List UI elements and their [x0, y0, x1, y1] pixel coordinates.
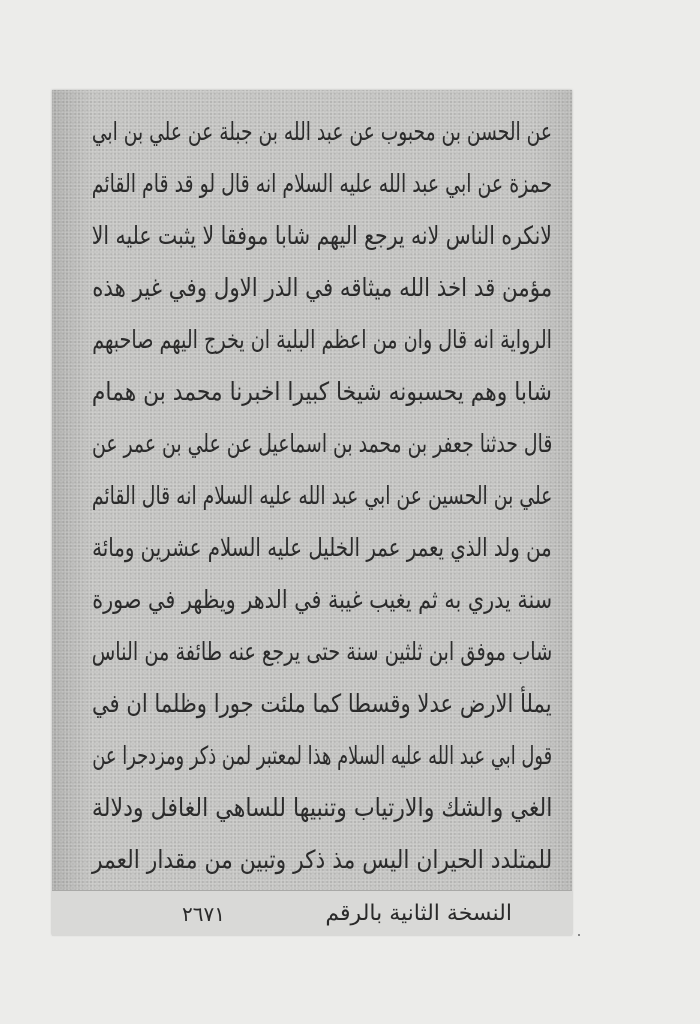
manuscript-line-15: للمتلدد الحيران اليس مذ ذكر وتبين من مقدار العمر — [91, 845, 552, 874]
manuscript-line-5: الرواية انه قال وان من اعظم البلية ان يخرج اليهم صاحبهم — [92, 325, 552, 354]
manuscript-line-6: شابا وهم يحسبونه شيخا كبيرا اخبرنا محمد بن همام — [91, 377, 552, 406]
manuscript-scan — [52, 90, 572, 935]
manuscript-line-7: قال حدثنا جعفر بن محمد بن اسماعيل عن علي بن عمر عن — [91, 429, 552, 458]
manuscript-line-14: الغي والشك والارتياب وتنبيها للساهي الغافل ودلالة — [91, 793, 552, 822]
page-speck — [578, 934, 580, 936]
caption-label: النسخة الثانية بالرقم — [325, 901, 512, 926]
manuscript-line-4: مؤمن قد اخذ الله ميثاقه في الذر الاول وفي غير هذه — [92, 273, 552, 302]
manuscript-line-1: عن الحسن بن محبوب عن عبد الله بن جبلة عن علي بن ابي — [91, 117, 552, 146]
manuscript-line-8: علي بن الحسين عن ابي عبد الله عليه السلام انه قال القائم — [91, 481, 552, 510]
manuscript-text — [92, 108, 552, 878]
manuscript-line-12: يملأ الارض عدلا وقسطا كما ملئت جورا وظلما ان في — [92, 689, 552, 718]
caption-number: ٢٦٧١ — [182, 902, 225, 926]
manuscript-line-3: لانكره الناس لانه يرجع اليهم شابا موفقا لا يثبت عليه الا — [91, 221, 552, 250]
manuscript-line-2: حمزة عن ابي عبد الله عليه السلام انه قال لو قد قام القائم — [91, 169, 552, 198]
manuscript-line-10: سنة يدري به ثم يغيب غيبة في الدهر ويظهر في صورة — [92, 585, 552, 614]
manuscript-line-9: من ولد الذي يعمر عمر الخليل عليه السلام عشرين ومائة — [92, 533, 552, 562]
caption-strip — [52, 890, 572, 936]
manuscript-line-13: قول ابي عبد الله عليه السلام هذا لمعتبر لمن ذكر ومزدجرا عن — [92, 741, 552, 770]
manuscript-line-11: شاب موفق ابن ثلثين سنة حتى يرجع عنه طائفة من الناس — [91, 637, 552, 666]
